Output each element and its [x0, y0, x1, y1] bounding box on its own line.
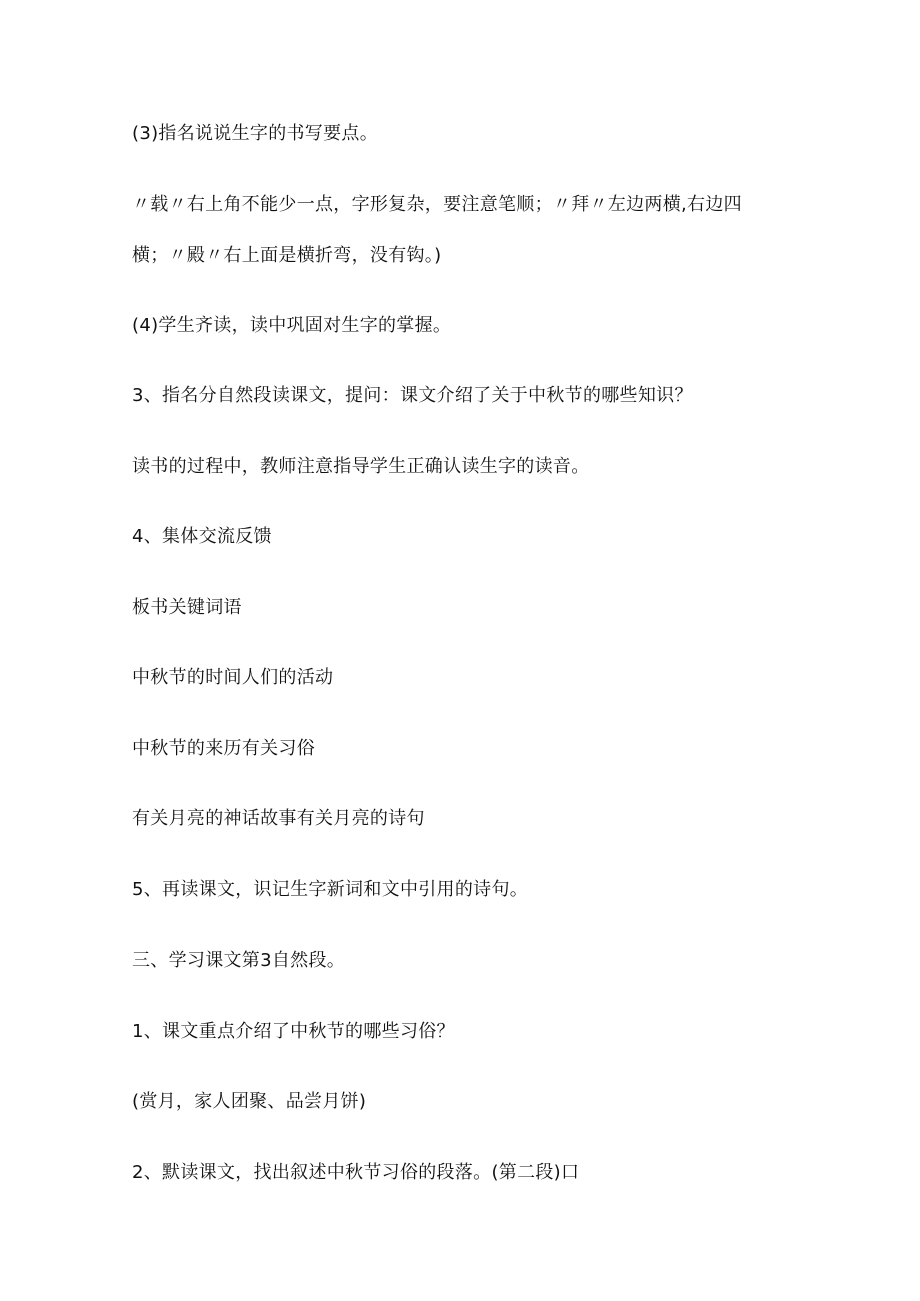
- text-line: (赏月，家人团聚、品尝月饼): [132, 1091, 367, 1112]
- text-line: 4、集体交流反馈: [132, 526, 272, 547]
- text-line: 板书关键词语: [132, 597, 242, 618]
- text-line: (3)指名说说生字的书写要点。: [132, 123, 378, 144]
- text-line: 中秋节的来历有关习俗: [132, 738, 315, 759]
- text-line: 5、再读课文，识记生字新词和文中引用的诗句。: [132, 879, 529, 900]
- text-line: 2、默读课文，找出叙述中秋节习俗的段落。(第二段)口: [132, 1162, 580, 1183]
- text-line: 有关月亮的神话故事有关月亮的诗句: [132, 808, 425, 829]
- text-line: 读书的过程中，教师注意指导学生正确认读生字的读音。: [132, 456, 590, 477]
- text-line: 3、指名分自然段读课文，提问：课文介绍了关于中秋节的哪些知识？: [132, 385, 693, 406]
- section-heading: 三、学习课文第3自然段。: [132, 950, 346, 971]
- text-line: 中秋节的时间人们的活动: [132, 667, 334, 688]
- text-line: (4)学生齐读，读中巩固对生字的掌握。: [132, 315, 452, 336]
- text-line: 1、课文重点介绍了中秋节的哪些习俗？: [132, 1021, 455, 1042]
- text-line: 横；〃殿〃右上面是横折弯，没有钩。): [132, 245, 442, 266]
- text-line: 〃载〃右上角不能少一点，字形复杂，要注意笔顺；〃拜〃左边两横,右边四: [132, 194, 742, 215]
